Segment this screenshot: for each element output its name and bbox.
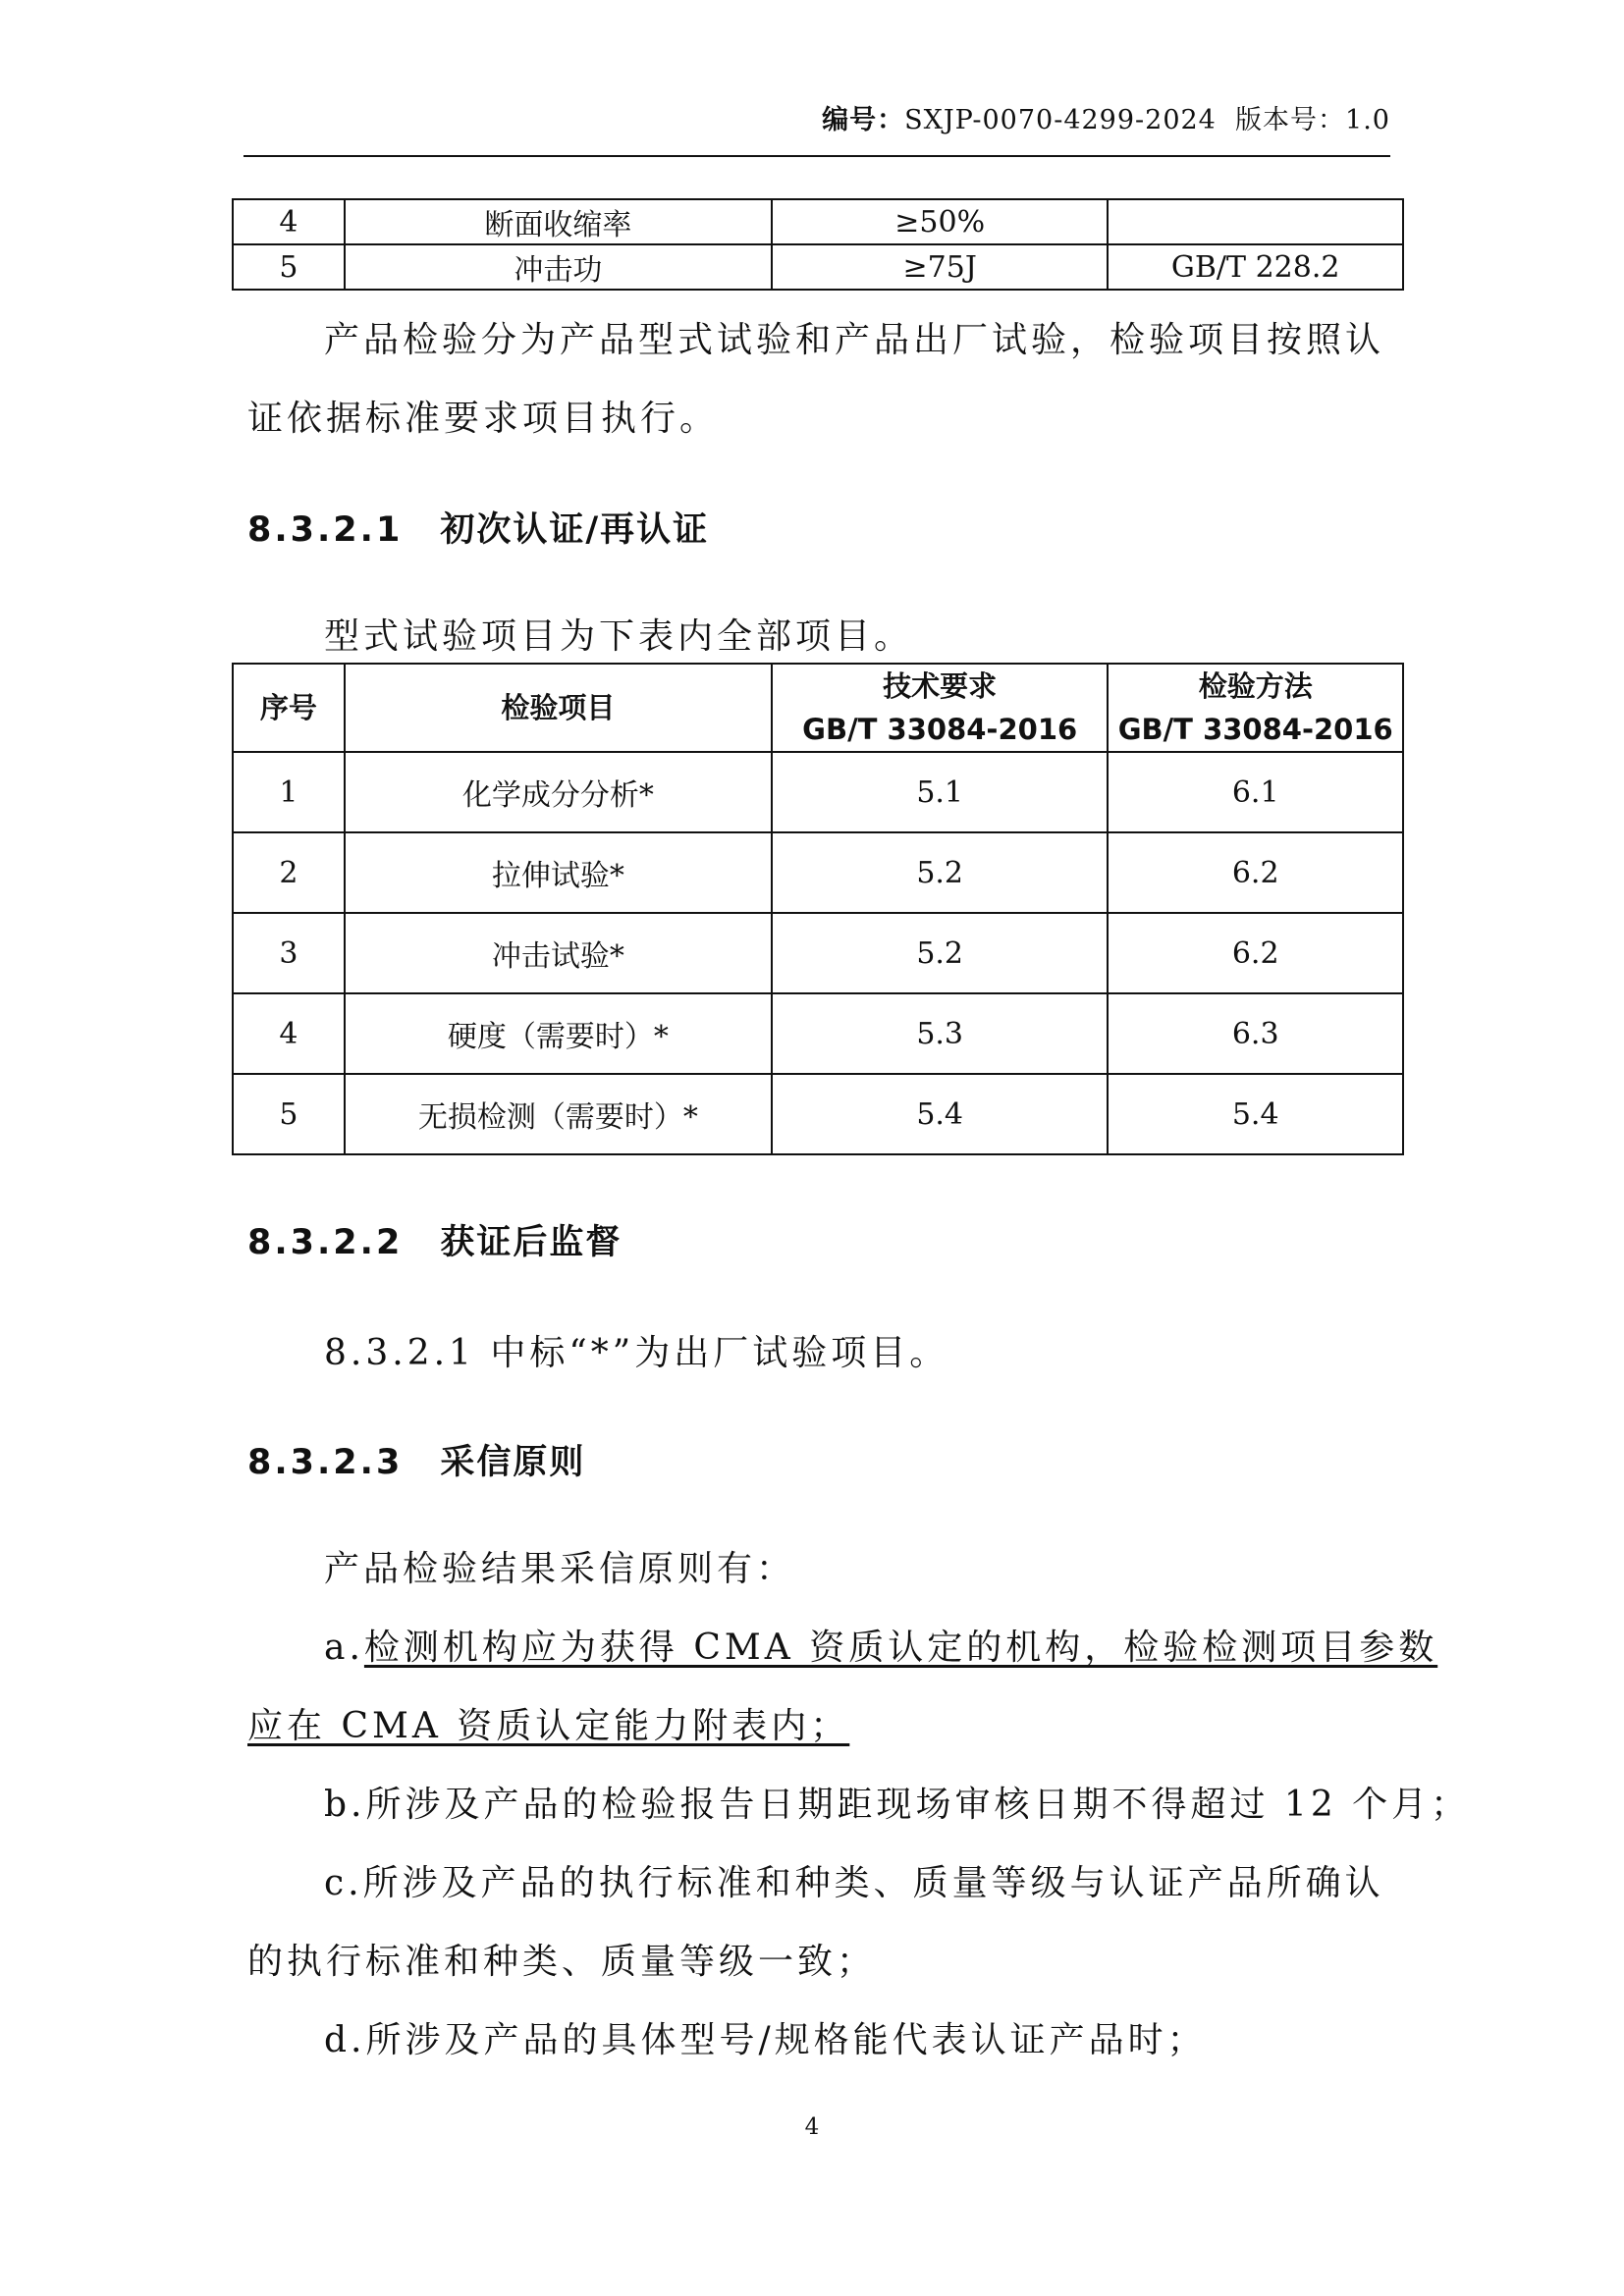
cell-method: 6.2 <box>1108 832 1403 913</box>
principle-a-line-1 <box>324 1620 1437 1670</box>
cell-method: GB/T 228.2 <box>1108 244 1403 290</box>
version-number: 1.0 <box>1345 105 1390 135</box>
section-number: 8.3.2.1 <box>247 510 404 550</box>
cell-no: 5 <box>233 244 345 290</box>
cell-item: 化学成分分析* <box>345 752 772 832</box>
header-no: 序号 <box>233 664 345 752</box>
version-label: 版本号： <box>1235 105 1346 135</box>
principle-a-prefix: a. <box>324 1628 364 1668</box>
header-divider <box>244 155 1390 157</box>
table-header-row <box>233 664 1403 752</box>
table-row <box>233 199 1403 244</box>
section-title: 采信原则 <box>440 1443 586 1482</box>
principles-intro: 产品检验结果采信原则有： <box>324 1549 796 1589</box>
header-requirement <box>772 664 1108 752</box>
section-heading-8321 <box>247 503 709 552</box>
continued-requirements-table <box>232 198 1404 291</box>
header-requirement-standard: GB/T 33084-2016 <box>802 713 1078 746</box>
cell-requirement: 5.2 <box>772 832 1108 913</box>
principle-b: b.所涉及产品的检验报告日期距现场审核日期不得超过 12 个月； <box>324 1785 1471 1825</box>
cell-item: 冲击功 <box>345 244 772 290</box>
doc-number-label: 编号： <box>822 105 905 135</box>
page-header <box>244 98 1390 136</box>
cell-no: 4 <box>233 993 345 1074</box>
table-row <box>233 244 1403 290</box>
supervision-text: 8.3.2.1 中标“*”为出厂试验项目。 <box>324 1333 949 1373</box>
cell-no: 1 <box>233 752 345 832</box>
section-heading-8323 <box>247 1435 585 1484</box>
table-row <box>233 913 1403 993</box>
cell-requirement: 5.3 <box>772 993 1108 1074</box>
type-test-table <box>232 663 1404 1155</box>
section-title: 获证后监督 <box>440 1223 623 1262</box>
cell-no: 4 <box>233 199 345 244</box>
table-row <box>233 1074 1403 1154</box>
cell-method <box>1108 199 1403 244</box>
cell-no: 3 <box>233 913 345 993</box>
header-item: 检验项目 <box>345 664 772 752</box>
header-method-standard: GB/T 33084-2016 <box>1117 713 1393 746</box>
cell-item: 冲击试验* <box>345 913 772 993</box>
header-method-title: 检验方法 <box>1198 669 1313 703</box>
principle-c-line-2: 的执行标准和种类、质量等级一致； <box>247 1942 877 1982</box>
cell-method: 5.4 <box>1108 1074 1403 1154</box>
doc-number: SXJP-0070-4299-2024 <box>904 105 1217 135</box>
principle-a-line-2: 应在 CMA 资质认定能力附表内； <box>247 1706 850 1746</box>
type-test-intro: 型式试验项目为下表内全部项目。 <box>324 616 914 657</box>
table-row <box>233 752 1403 832</box>
table-row <box>233 993 1403 1074</box>
cell-item: 拉伸试验* <box>345 832 772 913</box>
section-title: 初次认证/再认证 <box>440 510 710 550</box>
section-number: 8.3.2.2 <box>247 1223 404 1262</box>
section-number: 8.3.2.3 <box>247 1443 404 1482</box>
principle-a-text: 检测机构应为获得 CMA 资质认定的机构，检验检测项目参数 <box>363 1628 1438 1668</box>
cell-requirement: ≥75J <box>772 244 1108 290</box>
cell-requirement: ≥50% <box>772 199 1108 244</box>
cell-requirement: 5.1 <box>772 752 1108 832</box>
cell-item: 无损检测（需要时）* <box>345 1074 772 1154</box>
cell-item: 硬度（需要时）* <box>345 993 772 1074</box>
table-row <box>233 832 1403 913</box>
cell-method: 6.3 <box>1108 993 1403 1074</box>
cell-no: 5 <box>233 1074 345 1154</box>
section-heading-8322 <box>247 1215 622 1264</box>
cell-method: 6.1 <box>1108 752 1403 832</box>
cell-requirement: 5.2 <box>772 913 1108 993</box>
intro-line-1: 产品检验分为产品型式试验和产品出厂试验，检验项目按照认 <box>324 320 1385 360</box>
header-method <box>1108 664 1403 752</box>
cell-method: 6.2 <box>1108 913 1403 993</box>
cell-no: 2 <box>233 832 345 913</box>
cell-item: 断面收缩率 <box>345 199 772 244</box>
page-number: 4 <box>804 2114 820 2140</box>
header-requirement-title: 技术要求 <box>883 669 998 703</box>
intro-line-2: 证依据标准要求项目执行。 <box>247 399 720 439</box>
principle-d: d.所涉及产品的具体型号/规格能代表认证产品时； <box>324 2020 1207 2060</box>
cell-requirement: 5.4 <box>772 1074 1108 1154</box>
principle-c-line-1: c.所涉及产品的执行标准和种类、质量等级与认证产品所确认 <box>324 1863 1384 1903</box>
